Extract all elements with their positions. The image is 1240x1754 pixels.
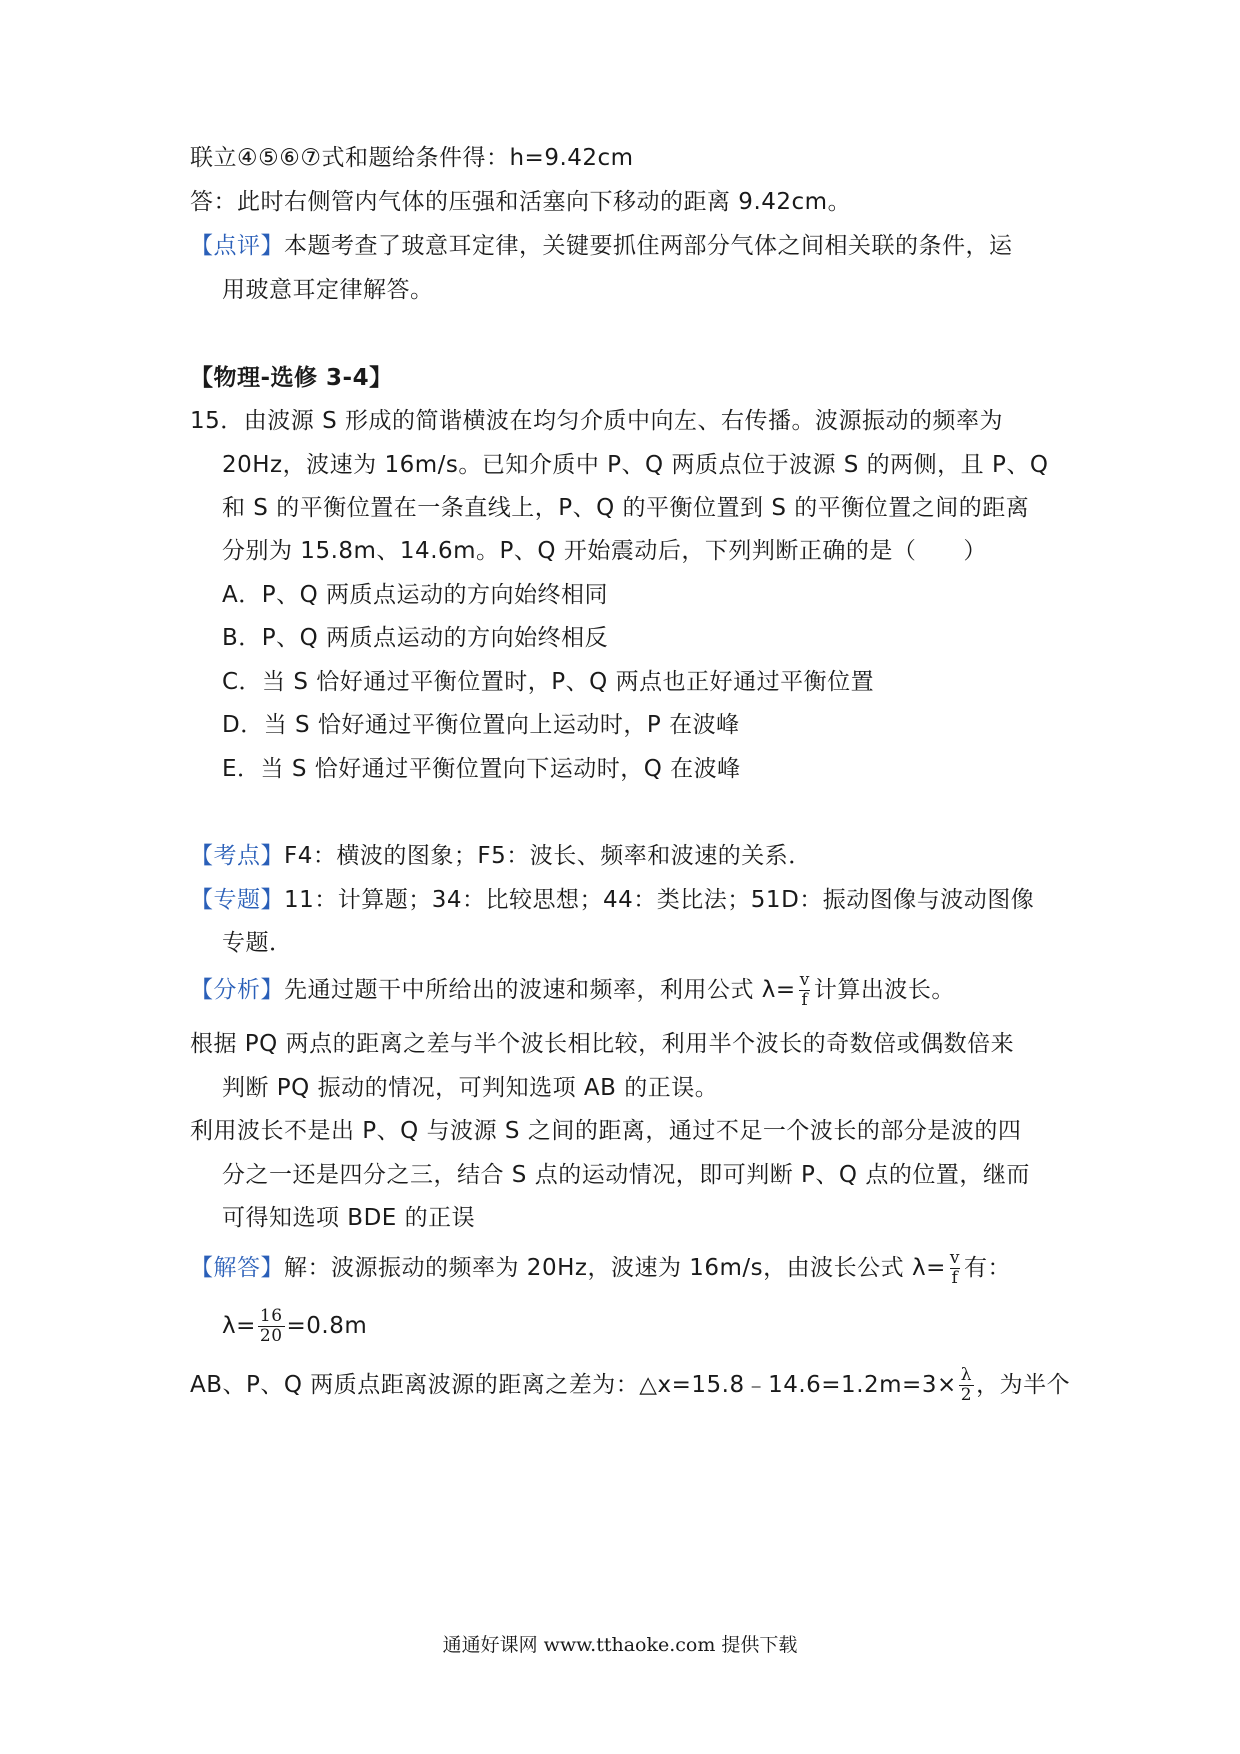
jieda-tag: 【解答】 [190, 1255, 284, 1281]
fenxi-line [190, 971, 1060, 1010]
lambda-equation [222, 1307, 1062, 1346]
fraction-denominator: f [951, 1268, 959, 1288]
zhuanti-text-1: 11：计算题；34：比较思想；44：类比法；51D：振动图像与波动图像 [284, 887, 1035, 913]
zhuanti-tag: 【专题】 [190, 887, 284, 913]
page-footer: 通通好课网 www.tthaoke.com 提供下载 [442, 1634, 798, 1656]
section-title: 【物理-选修 3-4】 [190, 365, 393, 391]
fraction-numerator: 16 [259, 1306, 283, 1326]
question-line-1: 15．由波源 S 形成的简谐横波在均匀介质中向左、右传播。波源振动的频率为 [190, 408, 1003, 434]
para2-line-1: 利用波长不是出 P、Q 与波源 S 之间的距离，通过不足一个波长的部分是波的四 [190, 1118, 1022, 1144]
fraction-denominator: f [801, 990, 809, 1010]
para1-line-2: 判断 PQ 振动的情况，可判知选项 AB 的正误。 [222, 1075, 719, 1101]
question-line-2: 20Hz，波速为 16m/s。已知介质中 P、Q 两质点位于波源 S 的两侧，且 P、Q [222, 452, 1049, 478]
fraction-v-over-f [798, 971, 812, 1010]
option-a: A．P、Q 两质点运动的方向始终相同 [222, 582, 609, 608]
zhuanti-line-2: 专题． [222, 930, 293, 956]
question-line-3: 和 S 的平衡位置在一条直线上，P、Q 的平衡位置到 S 的平衡位置之间的距离 [222, 495, 1030, 521]
ab-text-post: ，为半个 [976, 1372, 1071, 1398]
review-line-1 [190, 230, 1060, 262]
fraction-numerator: v [949, 1248, 960, 1268]
fraction-16-over-20 [258, 1307, 285, 1346]
question-line-4: 分别为 15.8m、14.6m。P、Q 开始震动后，下列判断正确的是（ ） [222, 538, 987, 564]
fenxi-tag: 【分析】 [190, 977, 284, 1003]
review-text-1: 本题考查了玻意耳定律，关键要抓住两部分气体之间相关联的条件，运 [284, 233, 1013, 259]
lambda-eq-pre: λ= [222, 1313, 256, 1339]
jieda-text-post: 有： [963, 1255, 1011, 1281]
lambda-eq-post: =0.8m [286, 1313, 368, 1339]
answer-line: 答：此时右侧管内气体的压强和活塞向下移动的距离 9.42cm。 [190, 189, 852, 215]
ab-text-pre: AB、P、Q 两质点距离波源的距离之差为：△x=15.8﹣14.6=1.2m=3× [190, 1372, 957, 1398]
fraction-v-over-f [948, 1249, 962, 1288]
option-b: B．P、Q 两质点运动的方向始终相反 [222, 625, 609, 651]
para1-line-1: 根据 PQ 两点的距离之差与半个波长相比较，利用半个波长的奇数倍或偶数倍来 [190, 1031, 1015, 1057]
option-e: E．当 S 恰好通过平衡位置向下运动时，Q 在波峰 [222, 756, 741, 782]
kaodian-tag: 【考点】 [190, 843, 284, 869]
fraction-numerator: λ [960, 1365, 973, 1385]
fraction-numerator: v [799, 970, 810, 990]
review-tag: 【点评】 [190, 233, 284, 259]
option-c: C．当 S 恰好通过平衡位置时，P、Q 两点也正好通过平衡位置 [222, 669, 875, 695]
jieda-text-pre: 解：波源振动的频率为 20Hz，波速为 16m/s，由波长公式 λ= [284, 1255, 946, 1281]
para2-line-2: 分之一还是四分之三，结合 S 点的运动情况，即可判断 P、Q 点的位置，继而 [222, 1162, 1030, 1188]
jieda-line [190, 1249, 1060, 1288]
fraction-lambda-over-2 [959, 1366, 974, 1405]
kaodian-line [190, 840, 1060, 872]
para2-line-3: 可得知选项 BDE 的正误 [222, 1205, 476, 1231]
fraction-denominator: 2 [960, 1385, 973, 1405]
kaodian-text: F4：横波的图象；F5：波长、频率和波速的关系． [284, 843, 812, 869]
review-line-2: 用玻意耳定律解答。 [222, 277, 434, 303]
combined-equation-line: 联立④⑤⑥⑦式和题给条件得：h=9.42cm [190, 145, 634, 171]
fenxi-text-pre: 先通过题干中所给出的波速和频率，利用公式 λ= [284, 977, 796, 1003]
fenxi-text-post: 计算出波长。 [813, 977, 955, 1003]
zhuanti-line-1 [190, 884, 1060, 916]
option-d: D．当 S 恰好通过平衡位置向上运动时，P 在波峰 [222, 712, 740, 738]
fraction-denominator: 20 [259, 1326, 283, 1346]
ab-distance-line [190, 1365, 1071, 1405]
